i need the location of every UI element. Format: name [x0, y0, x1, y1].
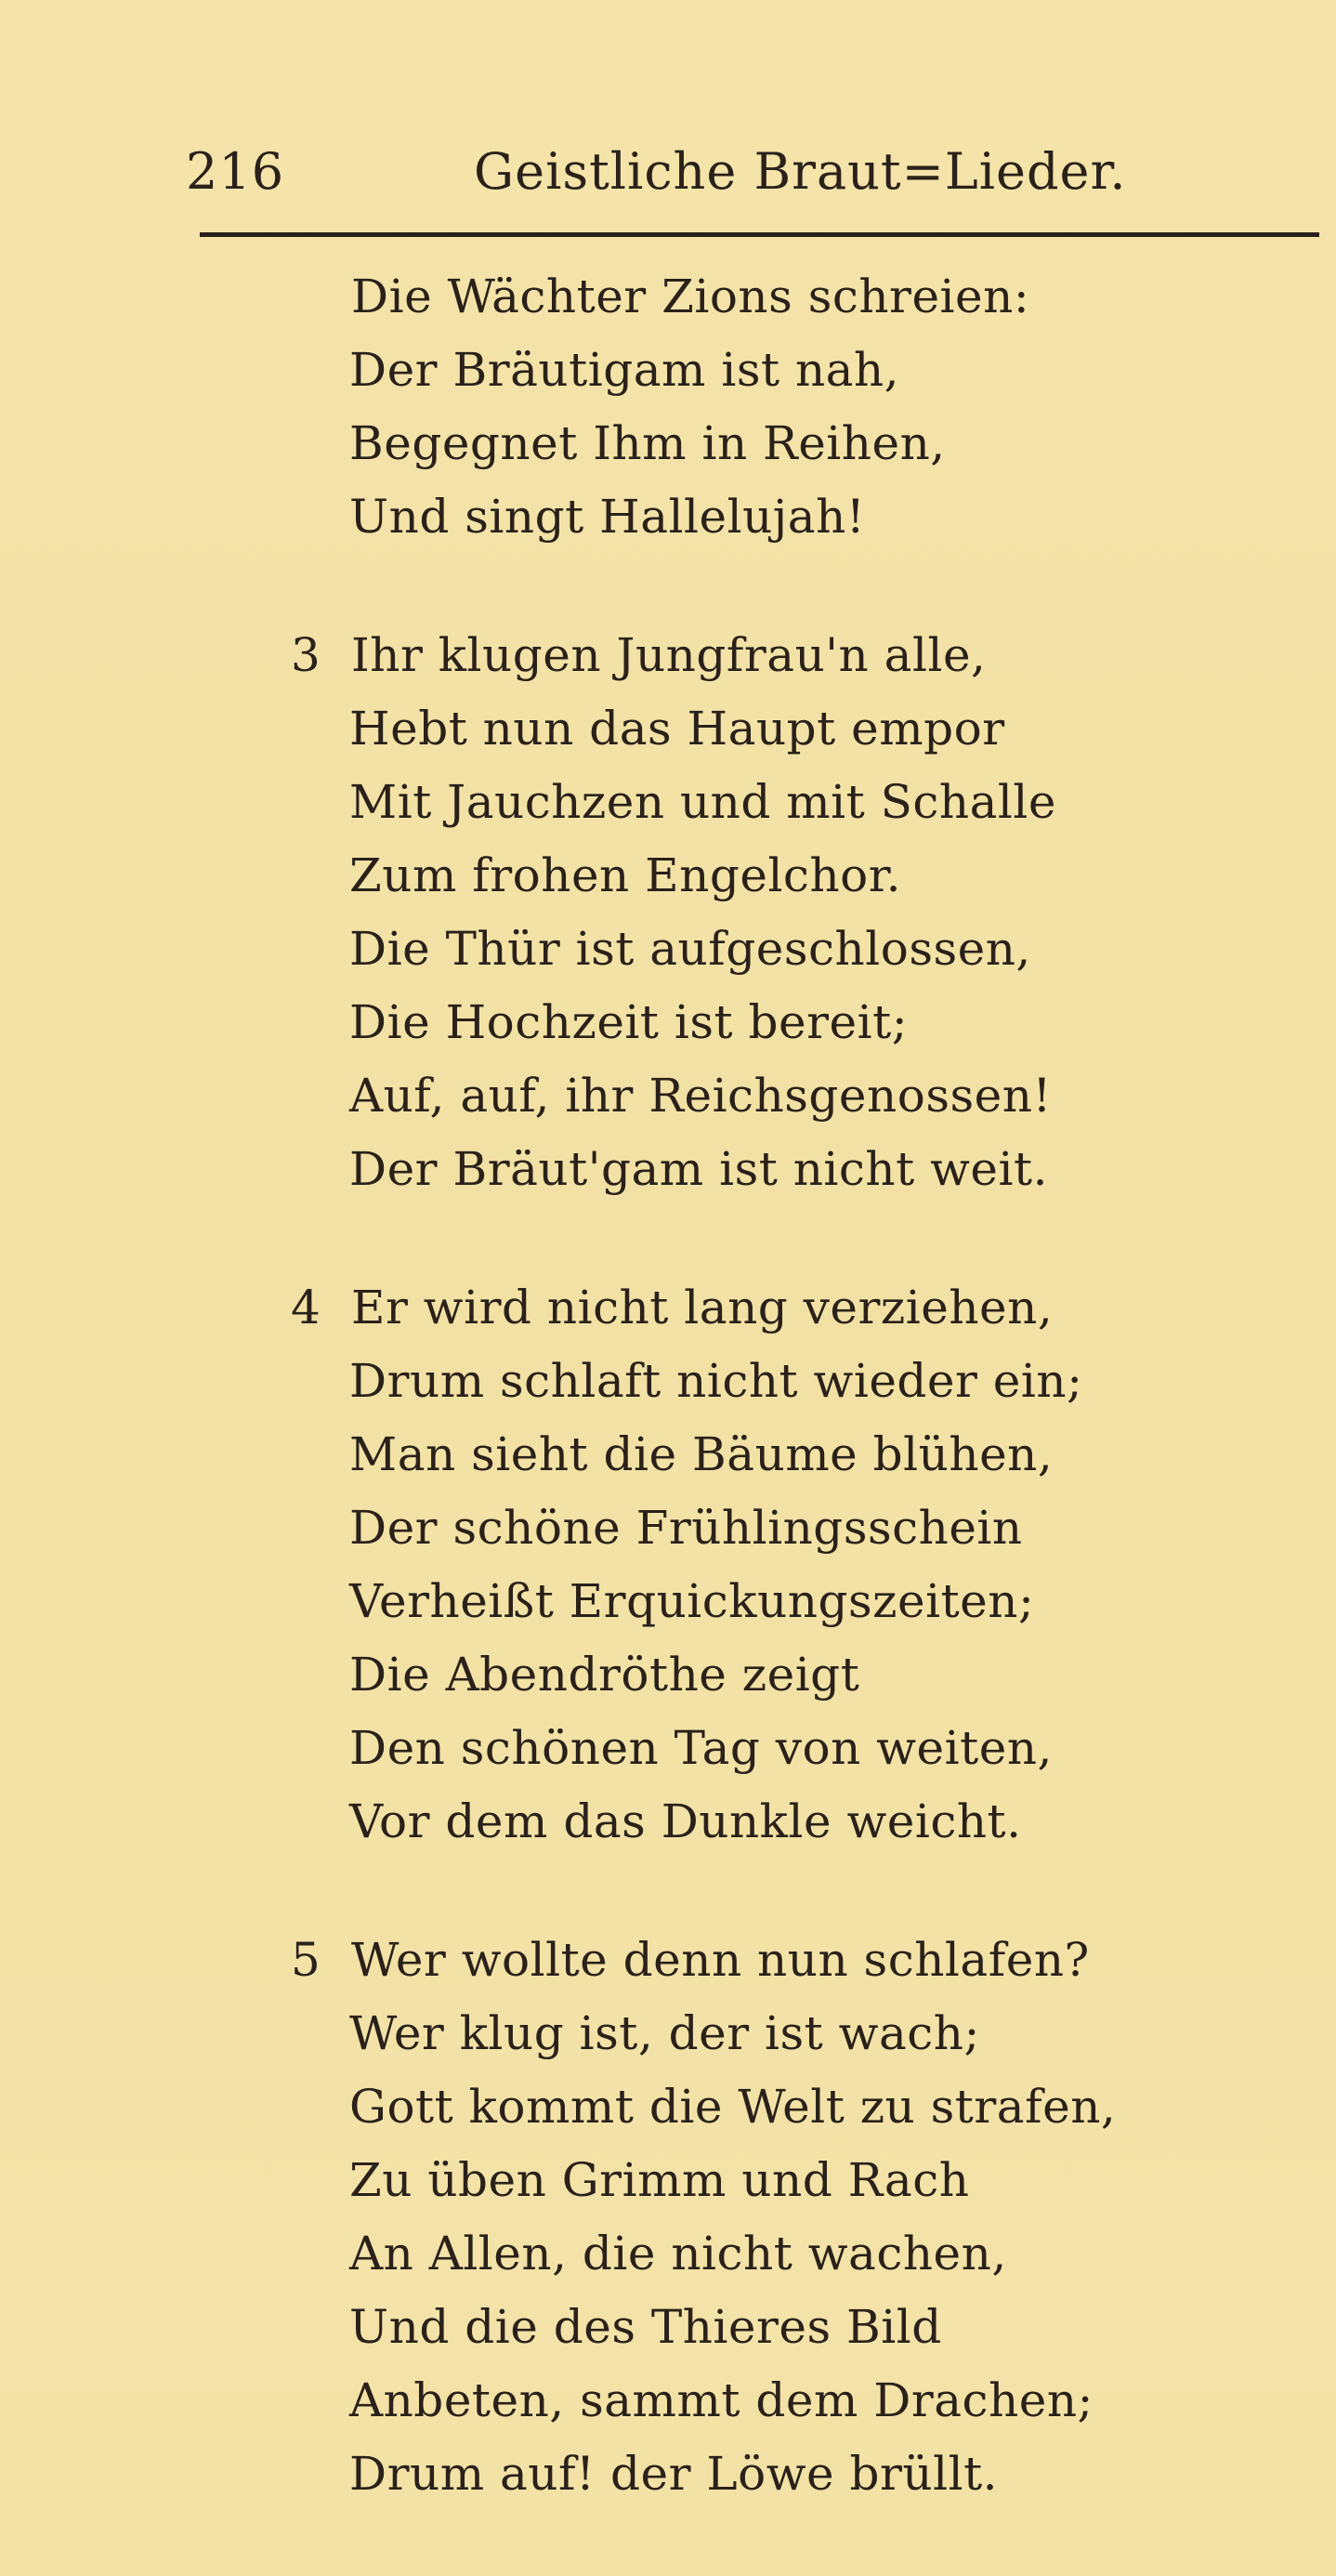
verse-line: Und singt Hallelujah!: [349, 490, 866, 544]
verse-line: Anbeten, sammt dem Drachen;: [349, 2373, 1094, 2427]
verse-line: Auf, auf, ihr Reichsgenossen!: [349, 1069, 1053, 1123]
verse-line: Die Thür ist aufgeschlossen,: [349, 922, 1031, 976]
verse-line: Wer wollte denn nun schlafen?: [351, 1933, 1090, 1987]
verse-line: Die Wächter Zions schreien:: [351, 269, 1030, 323]
header-rule: [200, 232, 1319, 237]
stanza-number: 3: [291, 628, 321, 682]
verse-line: Wer klug ist, der ist wach;: [349, 2006, 980, 2060]
verse-line: Man sieht die Bäume blühen,: [349, 1427, 1054, 1481]
page-number: 216: [186, 142, 285, 201]
verse-line: Zum frohen Engelchor.: [349, 848, 902, 902]
verse-line: Der schöne Frühlingsschein: [349, 1501, 1023, 1555]
verse-line: Drum schlaft nicht wieder ein;: [349, 1354, 1083, 1408]
verse-line: Den schönen Tag von weiten,: [349, 1721, 1053, 1775]
verse-line: Verheißt Erquickungszeiten;: [349, 1574, 1035, 1628]
verse-line: Und die des Thieres Bild: [349, 2300, 942, 2354]
running-title: Geistliche Braut=Lieder.: [474, 142, 1127, 201]
verse-line: Ihr klugen Jungfrau'n alle,: [351, 628, 987, 682]
stanza-3: [0, 619, 1336, 1206]
verse-line: Zu üben Grimm und Rach: [349, 2153, 970, 2207]
verse-line: Hebt nun das Haupt empor: [349, 702, 1005, 756]
verse-line: Er wird nicht lang verziehen,: [351, 1281, 1054, 1334]
verse-line: Drum auf! der Löwe brüllt.: [349, 2447, 999, 2501]
verse-line: An Allen, die nicht wachen,: [349, 2227, 1007, 2280]
verse-line: Mit Jauchzen und mit Schalle: [349, 775, 1056, 829]
verse-line: Begegnet Ihm in Reihen,: [349, 416, 946, 470]
verse-line: Der Bräut'gam ist nicht weit.: [349, 1142, 1048, 1196]
stanza-4: [0, 1271, 1336, 1859]
verse-line: Die Hochzeit ist bereit;: [349, 995, 909, 1049]
verse-line: Die Abendröthe zeigt: [349, 1648, 860, 1702]
verse-line: Der Bräutigam ist nah,: [349, 343, 900, 397]
stanza-number: 4: [291, 1281, 321, 1334]
stanza-continued: [0, 260, 1336, 554]
verse-line: Vor dem das Dunkle weicht.: [349, 1794, 1022, 1848]
page-header: [186, 139, 1310, 204]
stanza-number: 5: [291, 1933, 321, 1987]
verse-line: Gott kommt die Welt zu strafen,: [349, 2080, 1117, 2134]
stanza-5: [0, 1924, 1336, 2511]
poem-body: [0, 260, 1336, 2576]
